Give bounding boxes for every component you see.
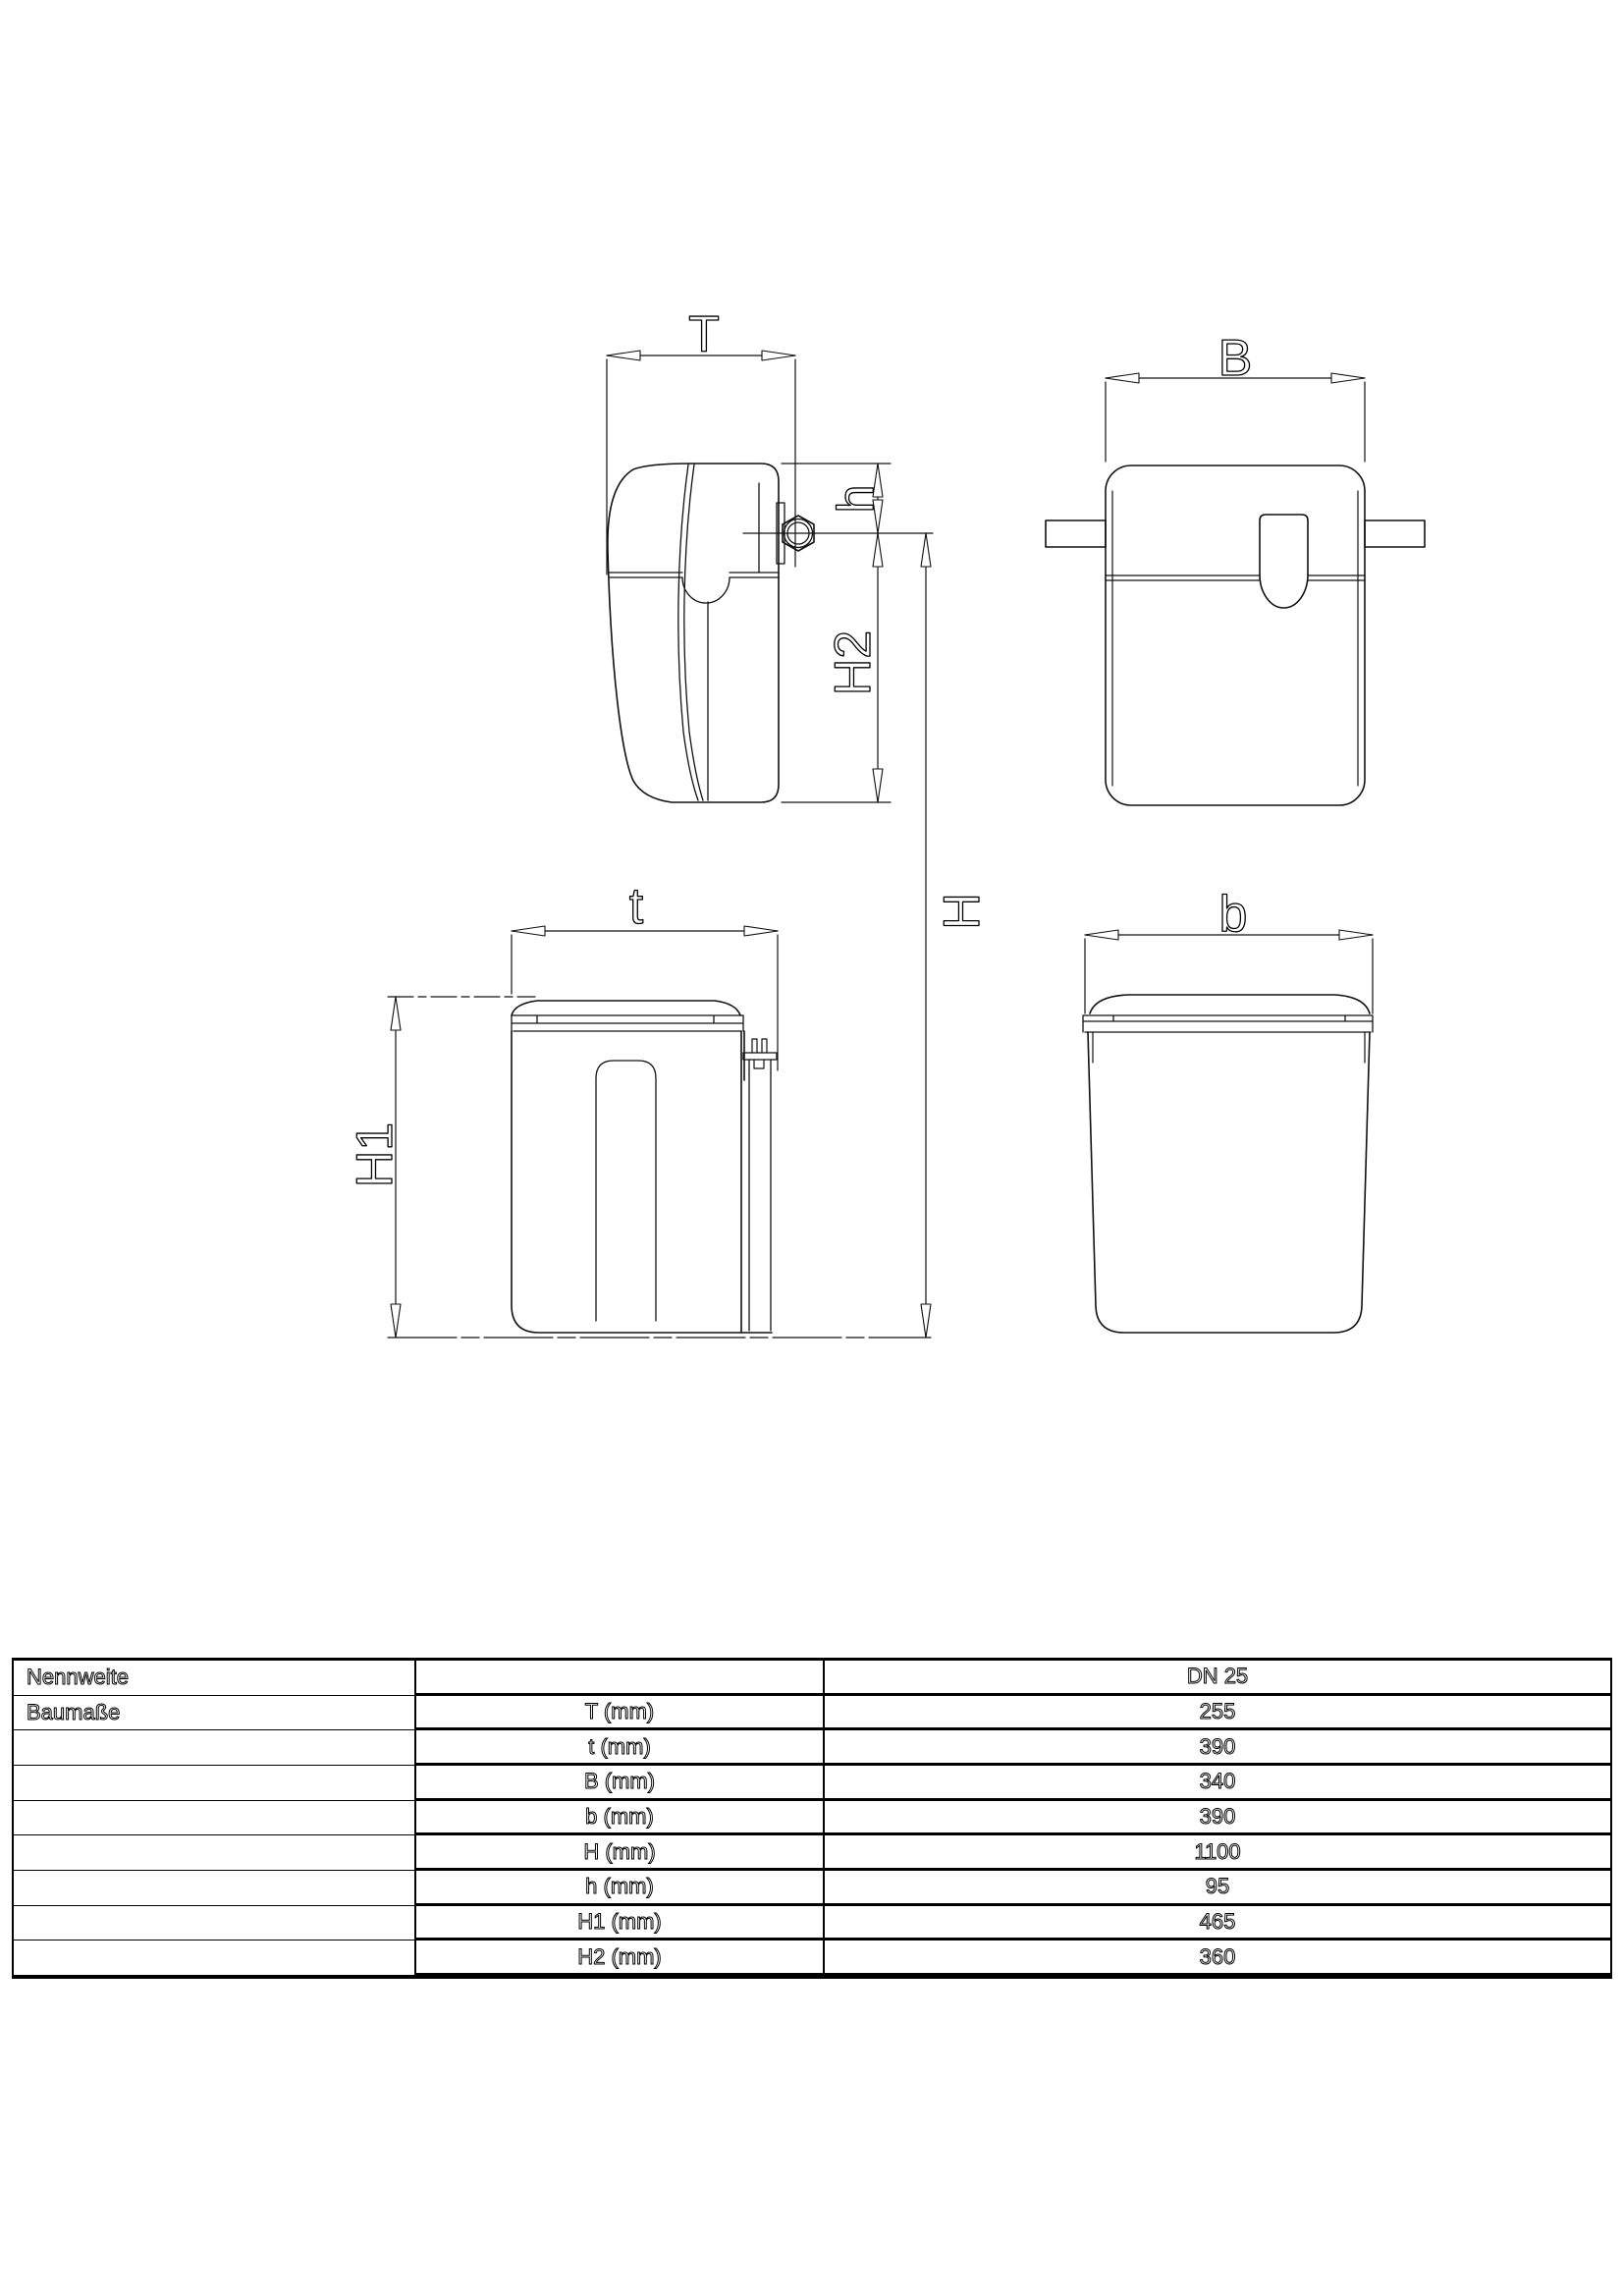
table-cell-value: 390 (825, 1730, 1610, 1766)
cabinet-front-lid-rim (1083, 1015, 1373, 1032)
arrow-B-left (1106, 373, 1139, 383)
arrow-b-left (1085, 930, 1118, 940)
dim-label-h: h (828, 484, 885, 514)
table-cell-value: 255 (825, 1696, 1610, 1731)
table-cell-value: 1100 (825, 1835, 1610, 1871)
valve-front-inner-edges (1112, 491, 1358, 786)
arrow-B-right (1331, 373, 1365, 383)
dimension-labels (347, 306, 1252, 1187)
dim-label-T: T (688, 306, 720, 363)
dim-ext-t (512, 935, 778, 1070)
cabinet-side-view (512, 1001, 777, 1333)
table-cell-value: 340 (825, 1766, 1610, 1801)
dim-label-t: t (628, 878, 644, 935)
table-cell-value: 390 (825, 1801, 1610, 1836)
cabinet-front-view (1083, 995, 1373, 1333)
pipe-left (1046, 520, 1106, 547)
cabinet-side-lid-rim (512, 1015, 743, 1031)
cabinet-side-body (512, 1031, 772, 1333)
table-cell-category: Nennweite (14, 1661, 416, 1696)
dim-label-B: B (1217, 330, 1253, 387)
dim-label-H2: H2 (825, 629, 882, 696)
table-cell-category (14, 1766, 416, 1801)
table-cell-category (14, 1730, 416, 1766)
valve-front-seam (1106, 575, 1365, 580)
cabinet-front-lid-dome (1090, 995, 1370, 1013)
table-cell-category (14, 1871, 416, 1906)
table-cell-value: DN 25 (825, 1661, 1610, 1696)
cabinet-side-recess-panel (596, 1061, 656, 1321)
valve-side-seam (678, 465, 703, 800)
dim-ext-b (1085, 939, 1373, 1013)
table-cell-category (14, 1941, 416, 1976)
brine-well-fittings (752, 1039, 767, 1068)
cabinet-front-body (1088, 1032, 1370, 1333)
table-cell-parameter: T (mm) (416, 1696, 825, 1731)
dim-label-H1: H1 (347, 1121, 404, 1188)
table-cell-parameter: H (mm) (416, 1835, 825, 1871)
spec-table (12, 1658, 1612, 1979)
arrow-H2-bottom (873, 769, 883, 802)
bypass-tab (1260, 515, 1308, 608)
table-cell-category (14, 1801, 416, 1836)
arrow-T-left (607, 351, 640, 360)
table-cell-parameter: b (mm) (416, 1801, 825, 1836)
valve-side-outline (608, 464, 779, 802)
dim-ext-T (607, 359, 795, 574)
pipe-right (1365, 520, 1425, 547)
arrow-H-top (921, 533, 931, 567)
arrow-b-right (1339, 930, 1373, 940)
table-cell-value: 465 (825, 1906, 1610, 1941)
table-cell-parameter: H2 (mm) (416, 1941, 825, 1976)
arrow-T-right (762, 351, 795, 360)
table-cell-parameter: h (mm) (416, 1871, 825, 1906)
arrow-t-left (512, 926, 545, 936)
table-cell-category (14, 1835, 416, 1871)
dim-label-b: b (1218, 886, 1248, 943)
valve-front-view (1046, 465, 1425, 805)
table-cell-category (14, 1906, 416, 1941)
dim-label-H: H (934, 893, 991, 930)
dim-ext-B (1106, 382, 1365, 462)
arrow-t-right (744, 926, 778, 936)
table-cell-category: Baumaße (14, 1696, 416, 1731)
table-cell-parameter: t (mm) (416, 1730, 825, 1766)
valve-front-body (1106, 465, 1365, 805)
arrow-H1-bottom (391, 1304, 401, 1338)
brine-well-cap (743, 1053, 777, 1060)
table-cell-parameter: B (mm) (416, 1766, 825, 1801)
arrow-H2-top (873, 533, 883, 567)
table-cell-value: 360 (825, 1941, 1610, 1976)
valve-side-split-line (610, 573, 779, 577)
valve-side-view (608, 464, 814, 802)
brine-well-tube (749, 1060, 771, 1331)
arrow-H1-top (391, 997, 401, 1030)
arrow-H-bottom (921, 1304, 931, 1338)
table-cell-parameter: H1 (mm) (416, 1906, 825, 1941)
cabinet-front-inner-edges (1093, 1032, 1365, 1063)
table-cell-parameter (416, 1661, 825, 1696)
cabinet-side-lid-dome (512, 1001, 740, 1015)
table-cell-value: 95 (825, 1871, 1610, 1906)
